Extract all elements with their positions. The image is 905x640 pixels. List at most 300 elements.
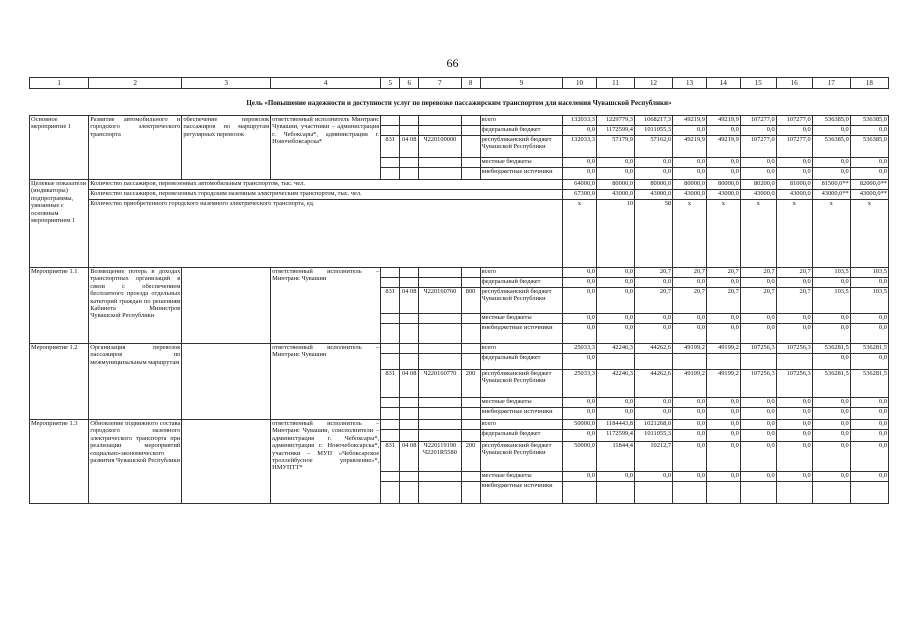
- value-cell: 0,0: [563, 268, 597, 278]
- activity-executor: ответственный исполнитель – Минтранс Чувашии, соисполнители – администрация г. Чебоксары*, администрация г. Новочебоксарска*, участники – МУП «Чебоксарское троллейбусное управление»*, НМУПТТ*: [271, 420, 381, 504]
- value-cell: 0,0: [740, 168, 776, 180]
- value-cell: 0,0: [850, 430, 888, 442]
- column-number-cell: 7: [419, 78, 461, 89]
- value-cell: [635, 482, 673, 504]
- column-number-cell: 15: [740, 78, 776, 89]
- funding-source: внебюджетные источники: [480, 408, 563, 420]
- value-cell: 0,0: [596, 408, 634, 420]
- code-grbs: 831: [381, 136, 400, 158]
- target-value: 80000,0: [635, 180, 673, 190]
- code-csr: [419, 158, 461, 168]
- code-grbs: [381, 268, 400, 278]
- code-grbs: [381, 344, 400, 354]
- target-value: 58: [635, 200, 673, 268]
- funding-source: внебюджетные источники: [480, 324, 563, 344]
- value-cell: 536385,0: [850, 136, 888, 158]
- target-row: [30, 190, 889, 200]
- value-cell: 0,0: [635, 158, 673, 168]
- value-cell: 11844,4: [596, 442, 634, 472]
- column-number-header: [29, 77, 889, 89]
- code-grbs: [381, 398, 400, 408]
- funding-source: республиканский бюджет Чувашской Республики: [480, 288, 563, 314]
- value-cell: 0,0: [563, 158, 597, 168]
- value-cell: 42246,3: [596, 344, 634, 354]
- value-cell: 0,0: [850, 324, 888, 344]
- value-cell: 1172599,4: [596, 126, 634, 136]
- value-cell: 0,0: [812, 408, 850, 420]
- value-cell: 0,0: [776, 126, 812, 136]
- program-table: [29, 115, 889, 504]
- value-cell: 1184443,8: [596, 420, 634, 430]
- value-cell: 0,0: [812, 398, 850, 408]
- code-vr: [461, 268, 480, 278]
- code-csr: [419, 430, 461, 442]
- value-cell: [635, 354, 673, 370]
- value-cell: 1011055,3: [635, 126, 673, 136]
- activity-label: Мероприятие 1.3: [30, 420, 89, 504]
- target-value: 10: [596, 200, 634, 268]
- value-cell: 103,5: [850, 268, 888, 278]
- activity-executor: ответственный исполнитель Минтранс Чувашии, участники – администрация г. Чебоксары*, администрация г. Новочебоксарска*: [271, 116, 381, 180]
- code-grbs: [381, 430, 400, 442]
- code-vr: [461, 430, 480, 442]
- value-cell: 0,0: [740, 398, 776, 408]
- code-csr: Ч220100000: [419, 136, 461, 158]
- column-number-cell: 14: [706, 78, 740, 89]
- value-cell: 0,0: [740, 442, 776, 472]
- code-csr: [419, 482, 461, 504]
- value-cell: [673, 354, 707, 370]
- code-rz: [400, 430, 419, 442]
- value-cell: 132033,3: [563, 136, 597, 158]
- code-csr: [419, 268, 461, 278]
- value-cell: 0,0: [776, 314, 812, 324]
- value-cell: 103,5: [812, 288, 850, 314]
- value-cell: 107277,0: [740, 136, 776, 158]
- target-value: х: [740, 200, 776, 268]
- value-cell: 20,7: [706, 268, 740, 278]
- value-cell: 0,0: [635, 314, 673, 324]
- page-number: 66: [446, 56, 459, 70]
- value-cell: 0,0: [563, 408, 597, 420]
- value-cell: 107256,3: [740, 370, 776, 398]
- value-cell: 0,0: [706, 472, 740, 482]
- value-cell: 0,0: [635, 324, 673, 344]
- value-cell: 25033,3: [563, 370, 597, 398]
- value-cell: 0,0: [740, 126, 776, 136]
- value-cell: [596, 482, 634, 504]
- value-cell: 0,0: [596, 398, 634, 408]
- code-grbs: [381, 354, 400, 370]
- value-cell: 0,0: [673, 430, 707, 442]
- code-vr: 200: [461, 370, 480, 398]
- code-vr: [461, 136, 480, 158]
- value-cell: 536281,5: [850, 344, 888, 354]
- funding-source: внебюджетные источники: [480, 482, 563, 504]
- value-cell: 107277,0: [776, 136, 812, 158]
- value-cell: 0,0: [740, 472, 776, 482]
- value-cell: 0,0: [850, 442, 888, 472]
- value-cell: 10212,7: [635, 442, 673, 472]
- activity-executor: ответственный исполнитель – Минтранс Чувашии: [271, 268, 381, 344]
- value-cell: 49219,9: [673, 136, 707, 158]
- value-cell: 0,0: [635, 472, 673, 482]
- value-cell: 20,7: [776, 288, 812, 314]
- value-cell: 0,0: [596, 168, 634, 180]
- value-cell: 0,0: [563, 288, 597, 314]
- value-cell: 20,7: [706, 288, 740, 314]
- value-cell: 0,0: [673, 398, 707, 408]
- value-cell: 0,0: [706, 314, 740, 324]
- activity-label: Основное мероприятие 1: [30, 116, 89, 180]
- value-cell: 0,0: [673, 472, 707, 482]
- value-cell: 0,0: [673, 408, 707, 420]
- target-value: 80000,0: [673, 180, 707, 190]
- code-grbs: [381, 472, 400, 482]
- value-cell: 0,0: [563, 278, 597, 288]
- target-value: 43000,0**: [850, 190, 888, 200]
- value-cell: 0,0: [740, 430, 776, 442]
- code-vr: [461, 354, 480, 370]
- column-number-cell: 13: [673, 78, 707, 89]
- value-cell: 0,0: [850, 472, 888, 482]
- value-cell: 107256,3: [776, 344, 812, 354]
- value-cell: [706, 354, 740, 370]
- code-rz: [400, 420, 419, 430]
- funding-source: всего: [480, 268, 563, 278]
- target-value: 43000,0: [596, 190, 634, 200]
- activity-goal: [182, 268, 271, 344]
- code-grbs: [381, 314, 400, 324]
- code-csr: [419, 344, 461, 354]
- value-cell: [596, 354, 634, 370]
- value-cell: 0,0: [673, 158, 707, 168]
- code-csr: [419, 126, 461, 136]
- value-cell: 0,0: [850, 168, 888, 180]
- value-cell: 0,0: [635, 168, 673, 180]
- code-rz: [400, 158, 419, 168]
- code-grbs: 831: [381, 442, 400, 472]
- table-row: [30, 116, 889, 126]
- value-cell: 107256,3: [776, 370, 812, 398]
- activity-name: Развитие автомобильного и городского электрического транспорта: [89, 116, 182, 180]
- value-cell: 0,0: [740, 408, 776, 420]
- value-cell: 0,0: [673, 126, 707, 136]
- code-grbs: [381, 116, 400, 126]
- code-csr: Ч220160760: [419, 288, 461, 314]
- value-cell: 0,0: [740, 278, 776, 288]
- value-cell: 536385,0: [850, 116, 888, 126]
- value-cell: 49219,9: [706, 136, 740, 158]
- target-value: 80000,0: [706, 180, 740, 190]
- column-number-cell: 11: [596, 78, 634, 89]
- value-cell: 0,0: [776, 420, 812, 430]
- code-rz: [400, 278, 419, 288]
- value-cell: [812, 482, 850, 504]
- value-cell: 0,0: [635, 398, 673, 408]
- value-cell: [563, 482, 597, 504]
- column-number-cell: 18: [850, 78, 888, 89]
- target-value: 81500,0**: [812, 180, 850, 190]
- code-vr: [461, 314, 480, 324]
- value-cell: 0,0: [740, 324, 776, 344]
- value-cell: 536281,5: [812, 370, 850, 398]
- funding-source: всего: [480, 116, 563, 126]
- value-cell: 0,0: [596, 324, 634, 344]
- code-vr: [461, 398, 480, 408]
- funding-source: республиканский бюджет Чувашской Республики: [480, 442, 563, 472]
- target-value: 43000,0: [740, 190, 776, 200]
- code-vr: [461, 324, 480, 344]
- code-vr: [461, 420, 480, 430]
- value-cell: 107277,0: [776, 116, 812, 126]
- activity-name: Организация перевозок пассажиров по межмуниципальным маршрутам: [89, 344, 182, 420]
- code-rz: [400, 268, 419, 278]
- target-row: [30, 180, 889, 190]
- value-cell: 49199,2: [706, 370, 740, 398]
- activity-name: Обновление подвижного состава городского наземного электрического транспорта при реализации мероприятий социально-экономического развития Чувашской Республики: [89, 420, 182, 504]
- value-cell: 0,0: [673, 278, 707, 288]
- value-cell: [776, 354, 812, 370]
- target-value: 43000,0: [635, 190, 673, 200]
- value-cell: 0,0: [850, 420, 888, 430]
- value-cell: 0,0: [596, 268, 634, 278]
- value-cell: 57162,0: [635, 136, 673, 158]
- value-cell: 0,0: [850, 158, 888, 168]
- value-cell: 0,0: [673, 314, 707, 324]
- value-cell: 20,7: [635, 288, 673, 314]
- funding-source: местные бюджеты: [480, 472, 563, 482]
- activity-goal: обеспечение перевозок пассажиров по маршрутам регулярных перевозок: [182, 116, 271, 180]
- target-value: 43000,0**: [812, 190, 850, 200]
- value-cell: 57179,9: [596, 136, 634, 158]
- value-cell: 0,0: [673, 324, 707, 344]
- target-value: 80200,0: [740, 180, 776, 190]
- code-grbs: [381, 168, 400, 180]
- value-cell: 0,0: [563, 324, 597, 344]
- value-cell: 0,0: [812, 314, 850, 324]
- value-cell: 44262,6: [635, 370, 673, 398]
- activity-goal: [182, 420, 271, 504]
- value-cell: 536281,5: [812, 344, 850, 354]
- value-cell: 0,0: [776, 168, 812, 180]
- funding-source: всего: [480, 420, 563, 430]
- code-rz: [400, 408, 419, 420]
- value-cell: 20,7: [740, 288, 776, 314]
- code-rz: [400, 354, 419, 370]
- column-number-cell: 3: [182, 78, 271, 89]
- target-value: 82000,0**: [850, 180, 888, 190]
- targets-label: Целевые показатели (индикаторы) подпрограммы, увязанные с основным мероприятием 1: [30, 180, 89, 268]
- target-value: 43000,0: [776, 190, 812, 200]
- code-csr: [419, 408, 461, 420]
- code-vr: [461, 126, 480, 136]
- target-value: х: [706, 200, 740, 268]
- code-csr: Ч220160770: [419, 370, 461, 398]
- value-cell: 536385,0: [812, 116, 850, 126]
- value-cell: 0,0: [812, 158, 850, 168]
- value-cell: 0,0: [563, 314, 597, 324]
- value-cell: 0,0: [776, 442, 812, 472]
- code-vr: [461, 168, 480, 180]
- value-cell: 0,0: [596, 472, 634, 482]
- value-cell: 0,0: [812, 324, 850, 344]
- target-value: х: [850, 200, 888, 268]
- value-cell: 49199,2: [706, 344, 740, 354]
- code-rz: [400, 168, 419, 180]
- table-row: [30, 344, 889, 354]
- value-cell: 0,0: [850, 398, 888, 408]
- value-cell: 0,0: [776, 158, 812, 168]
- value-cell: 20,7: [740, 268, 776, 278]
- value-cell: 0,0: [563, 398, 597, 408]
- code-grbs: [381, 278, 400, 288]
- funding-source: внебюджетные источники: [480, 168, 563, 180]
- value-cell: 0,0: [850, 314, 888, 324]
- funding-source: всего: [480, 344, 563, 354]
- code-csr: [419, 472, 461, 482]
- value-cell: 25033,3: [563, 344, 597, 354]
- code-rz: 04 08: [400, 288, 419, 314]
- activity-goal: [182, 344, 271, 420]
- code-grbs: 831: [381, 288, 400, 314]
- code-rz: [400, 472, 419, 482]
- value-cell: 1172599,4: [596, 430, 634, 442]
- value-cell: 20,7: [776, 268, 812, 278]
- code-csr: [419, 398, 461, 408]
- code-csr: [419, 116, 461, 126]
- code-grbs: [381, 482, 400, 504]
- column-number-cell: 6: [400, 78, 419, 89]
- value-cell: 49219,9: [706, 116, 740, 126]
- value-cell: 0,0: [673, 420, 707, 430]
- funding-source: федеральный бюджет: [480, 126, 563, 136]
- value-cell: 0,0: [812, 278, 850, 288]
- value-cell: [740, 354, 776, 370]
- code-csr: [419, 278, 461, 288]
- value-cell: 42246,3: [596, 370, 634, 398]
- value-cell: 50000,0: [563, 420, 597, 430]
- funding-source: республиканский бюджет Чувашской Республики: [480, 136, 563, 158]
- value-cell: 0,0: [706, 278, 740, 288]
- value-cell: 0,0: [563, 354, 597, 370]
- value-cell: 0,0: [596, 314, 634, 324]
- value-cell: 49199,2: [673, 344, 707, 354]
- code-vr: [461, 408, 480, 420]
- funding-source: местные бюджеты: [480, 314, 563, 324]
- activity-label: Мероприятие 1.2: [30, 344, 89, 420]
- target-value: 67300,0: [563, 190, 597, 200]
- value-cell: 0,0: [812, 472, 850, 482]
- value-cell: [740, 482, 776, 504]
- target-value: х: [673, 200, 707, 268]
- code-grbs: [381, 324, 400, 344]
- code-grbs: [381, 408, 400, 420]
- value-cell: [776, 482, 812, 504]
- value-cell: 0,0: [673, 442, 707, 472]
- target-value: 80000,0: [596, 180, 634, 190]
- target-value: х: [563, 200, 597, 268]
- value-cell: 0,0: [776, 324, 812, 344]
- column-number-cell: 12: [635, 78, 673, 89]
- target-name: Количество пассажиров, перевезенных городским наземным электрическим транспортом, тыс. чел.: [89, 190, 563, 200]
- value-cell: 1011055,3: [635, 430, 673, 442]
- code-rz: [400, 116, 419, 126]
- value-cell: 0,0: [706, 168, 740, 180]
- code-vr: [461, 482, 480, 504]
- code-csr: [419, 324, 461, 344]
- value-cell: 50000,0: [563, 442, 597, 472]
- value-cell: 0,0: [635, 408, 673, 420]
- value-cell: [673, 482, 707, 504]
- value-cell: 0,0: [706, 442, 740, 472]
- value-cell: 0,0: [812, 354, 850, 370]
- funding-source: республиканский бюджет Чувашской Республики: [480, 370, 563, 398]
- code-csr: [419, 168, 461, 180]
- value-cell: 0,0: [563, 168, 597, 180]
- value-cell: 0,0: [812, 442, 850, 472]
- value-cell: 49219,9: [673, 116, 707, 126]
- code-grbs: 831: [381, 370, 400, 398]
- code-vr: [461, 472, 480, 482]
- activity-name: Возмещение потерь в доходах транспортных организаций в связи с обеспечением бесплатного проезда отдельных категорий граждан по решениям Кабинета Министров Чувашской Республики: [89, 268, 182, 344]
- column-number-cell: 8: [461, 78, 480, 89]
- code-grbs: [381, 158, 400, 168]
- activity-label: Мероприятие 1.1: [30, 268, 89, 344]
- code-csr: [419, 354, 461, 370]
- value-cell: 20,7: [673, 288, 707, 314]
- funding-source: местные бюджеты: [480, 158, 563, 168]
- value-cell: 107277,0: [740, 116, 776, 126]
- value-cell: 0,0: [850, 408, 888, 420]
- value-cell: 0,0: [812, 430, 850, 442]
- code-rz: [400, 314, 419, 324]
- code-rz: 04 08: [400, 136, 419, 158]
- column-number-cell: 17: [812, 78, 850, 89]
- value-cell: 49199,2: [673, 370, 707, 398]
- target-row: [30, 200, 889, 268]
- value-cell: 0,0: [706, 324, 740, 344]
- value-cell: 1229779,3: [596, 116, 634, 126]
- code-csr: [419, 420, 461, 430]
- code-rz: 04 08: [400, 370, 419, 398]
- value-cell: 0,0: [740, 158, 776, 168]
- goal-title: Цель «Повышение надежности и доступности услуг по перевозке пассажирским транспортом для населения Чувашской Республики»: [246, 99, 672, 107]
- code-vr: [461, 278, 480, 288]
- value-cell: 0,0: [776, 430, 812, 442]
- code-rz: [400, 126, 419, 136]
- code-csr: [419, 314, 461, 324]
- target-value: 64000,0: [563, 180, 597, 190]
- value-cell: 536385,0: [812, 136, 850, 158]
- value-cell: 0,0: [563, 472, 597, 482]
- value-cell: 0,0: [673, 168, 707, 180]
- value-cell: 0,0: [706, 158, 740, 168]
- column-number-cell: 1: [30, 78, 89, 89]
- value-cell: 0,0: [776, 408, 812, 420]
- code-csr: Ч220119190 Ч2201R5580: [419, 442, 461, 472]
- value-cell: 0,0: [706, 408, 740, 420]
- column-number-cell: 10: [563, 78, 597, 89]
- code-vr: [461, 344, 480, 354]
- code-rz: [400, 324, 419, 344]
- value-cell: 0,0: [596, 158, 634, 168]
- code-rz: [400, 398, 419, 408]
- table-row: [30, 420, 889, 430]
- value-cell: 536281,5: [850, 370, 888, 398]
- value-cell: 44262,6: [635, 344, 673, 354]
- column-number-cell: 9: [480, 78, 563, 89]
